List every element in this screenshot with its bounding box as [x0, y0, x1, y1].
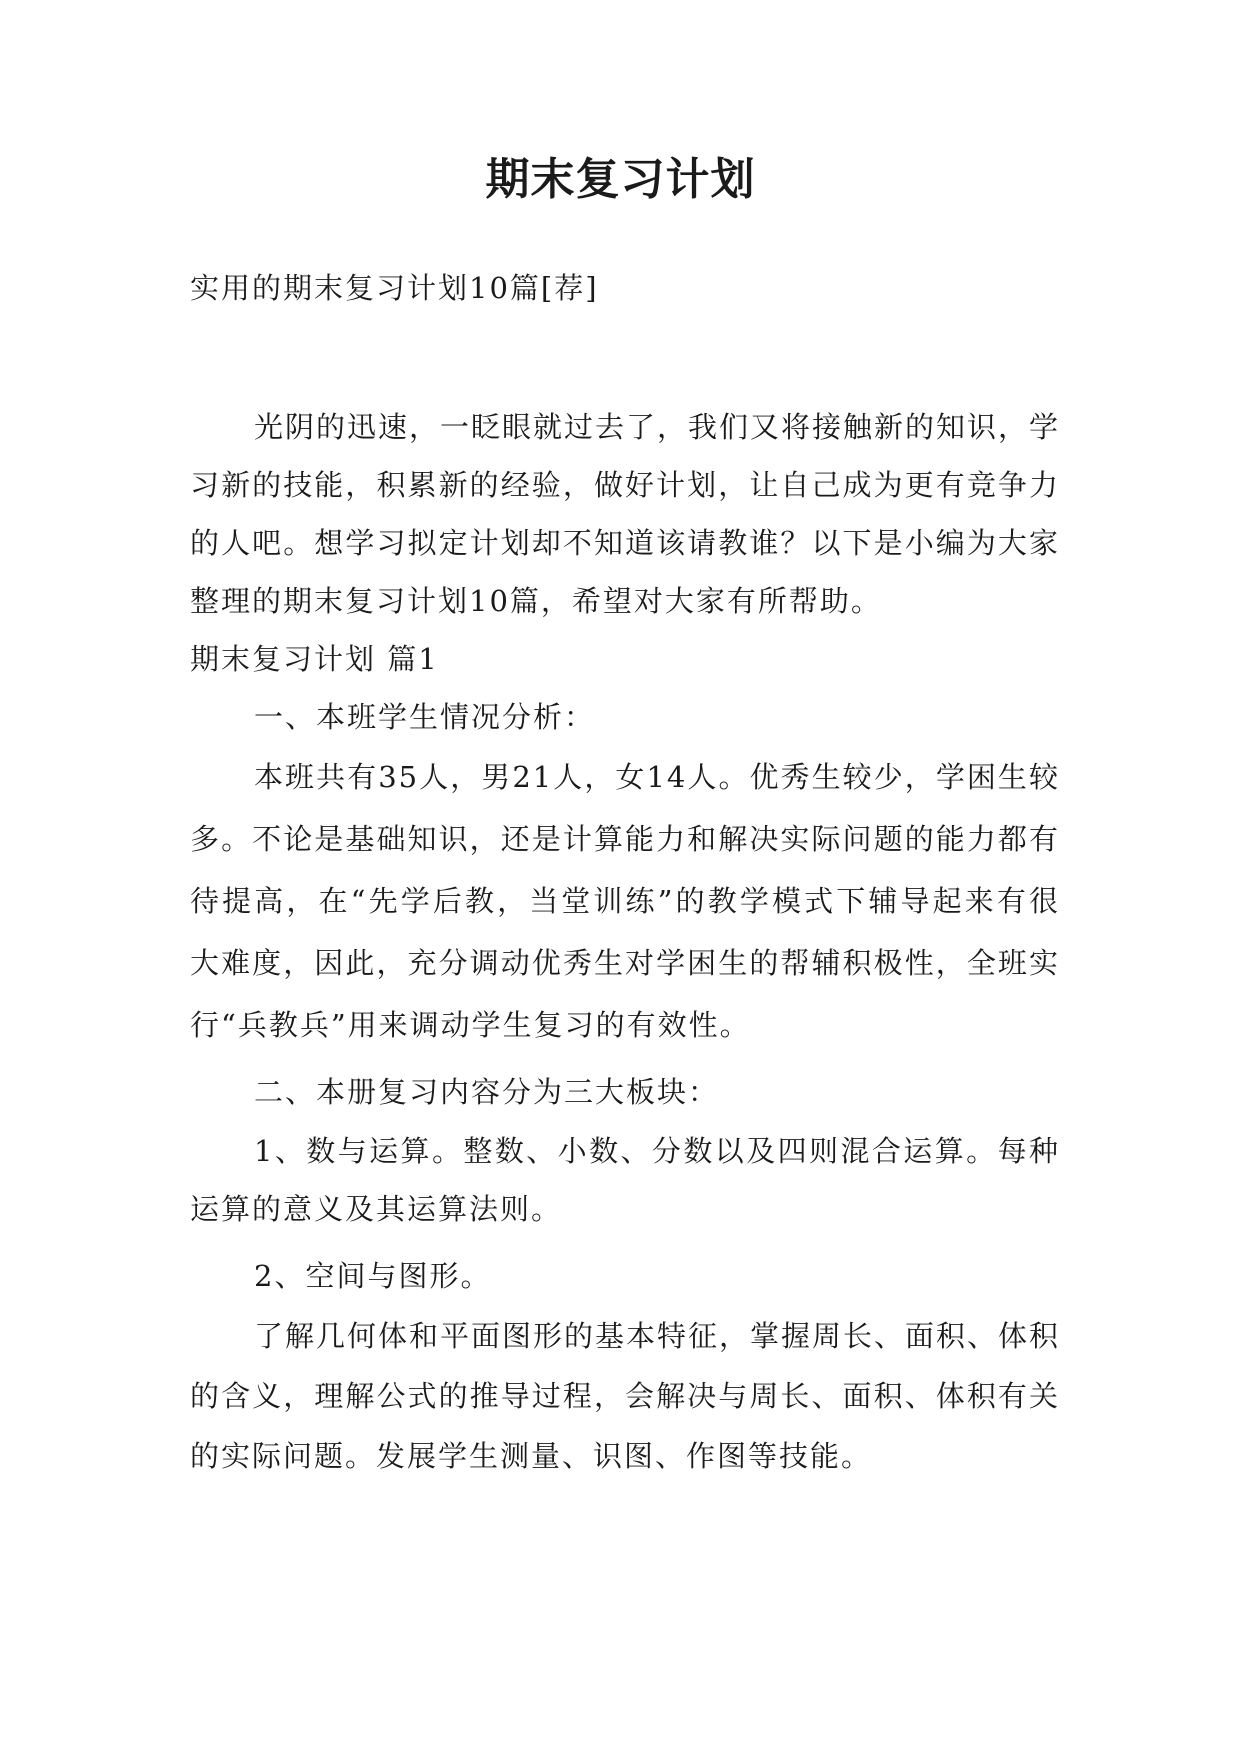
document-body [190, 258, 1060, 1486]
content-heading: 二、本册复习内容分为三大板块： [254, 1075, 720, 1109]
analysis-paragraph: 本班共有35人，男21人，女14人。优秀生较少，学困生较多。不论是基础知识，还是计算能力和解决实际问题的能力都有待提高，在“先学后教，当堂训练”的教学模式下辅导起来有很大难度，因此，充分调动优秀生对学困生的帮辅积极性，全班实行“兵教兵”用来调动学生复习的有效性。 [190, 760, 1060, 1042]
section-heading: 期末复习计划 篇1 [190, 642, 439, 676]
analysis-heading: 一、本班学生情况分析： [254, 700, 596, 734]
intro-paragraph: 光阴的迅速，一眨眼就过去了，我们又将接触新的知识，学习新的技能，积累新的经验，做好计划，让自己成为更有竞争力的人吧。想学习拟定计划却不知道该请教谁？以下是小编为大家整理的期末复习计划10篇，希望对大家有所帮助。 [190, 410, 1061, 618]
numbers-operations-paragraph: 1、数与运算。整数、小数、分数以及四则混合运算。每种运算的意义及其运算法则。 [190, 1134, 1060, 1226]
document-subtitle: 实用的期末复习计划10篇[荐] [190, 271, 599, 305]
geometry-paragraph: 了解几何体和平面图形的基本特征，掌握周长、面积、体积的含义，理解公式的推导过程，会解决与周长、面积、体积有关的实际问题。发展学生测量、识图、作图等技能。 [190, 1319, 1061, 1473]
document-title: 期末复习计划 [485, 154, 756, 205]
space-shapes-heading: 2、空间与图形。 [254, 1259, 492, 1293]
